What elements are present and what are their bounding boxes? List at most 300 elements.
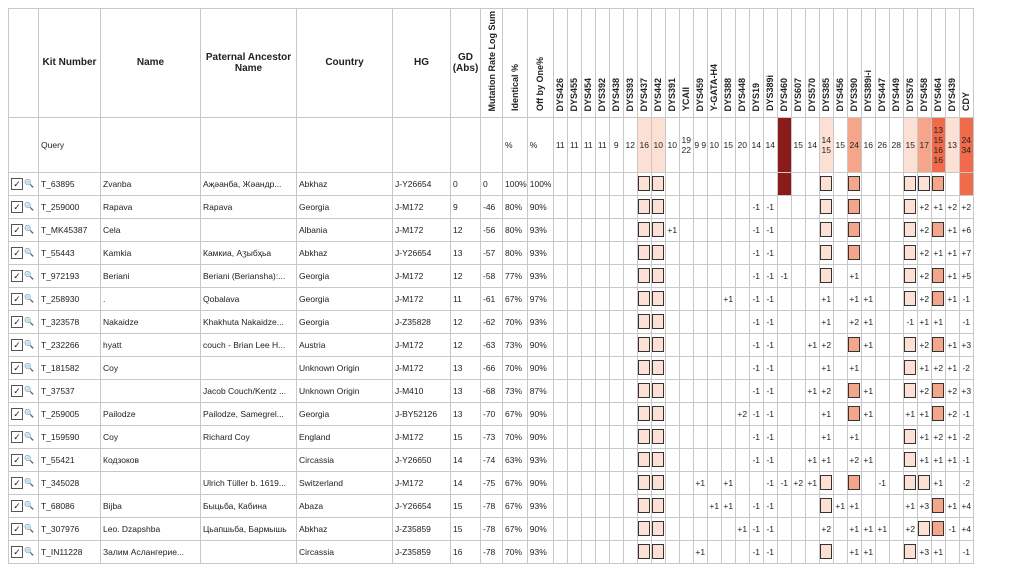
select-checkbox[interactable]: ✓ <box>11 523 23 535</box>
name-cell: Kamkia <box>101 241 201 264</box>
marker-cell: -1 <box>763 402 777 425</box>
select-checkbox[interactable]: ✓ <box>11 293 23 305</box>
marker-cell <box>609 448 623 471</box>
marker-cell <box>623 494 637 517</box>
marker-cell <box>707 471 721 494</box>
marker-cell <box>847 379 861 402</box>
marker-header-dys454[interactable]: DYS454 <box>581 9 595 118</box>
marker-cell <box>931 172 945 195</box>
marker-cell <box>637 287 651 310</box>
table-row[interactable] <box>9 218 974 241</box>
marker-header-dys455[interactable]: DYS455 <box>567 9 581 118</box>
off-by-one-header[interactable]: Off by One% <box>527 9 553 118</box>
select-checkbox[interactable]: ✓ <box>11 500 23 512</box>
marker-cell <box>721 195 735 218</box>
marker-cell <box>903 172 917 195</box>
marker-cell <box>861 218 875 241</box>
row-select-cell[interactable] <box>9 287 39 310</box>
select-checkbox[interactable]: ✓ <box>11 247 23 259</box>
query-marker-dys455: 11 <box>567 117 581 172</box>
marker-header-dys460[interactable]: DYS460 <box>777 9 791 118</box>
select-checkbox[interactable]: ✓ <box>11 477 23 489</box>
marker-cell <box>707 540 721 563</box>
offbyone-cell: 100% <box>527 172 553 195</box>
marker-cell <box>553 540 567 563</box>
marker-cell: +1 <box>861 287 875 310</box>
marker-cell <box>777 379 791 402</box>
country-header[interactable]: Country <box>297 9 393 118</box>
kit-number-cell[interactable]: T_323578 <box>39 310 101 333</box>
marker-cell <box>889 517 903 540</box>
identical-cell: 100% <box>503 172 528 195</box>
ancestor-cell <box>201 448 297 471</box>
marker-cell <box>833 448 847 471</box>
marker-cell <box>567 379 581 402</box>
query-marker-ycaii: 19 22 <box>679 117 693 172</box>
marker-cell <box>847 241 861 264</box>
marker-cell <box>735 540 749 563</box>
mutation-cell: -66 <box>481 356 503 379</box>
mutation-cell: -63 <box>481 333 503 356</box>
header-row <box>9 9 974 118</box>
marker-cell <box>889 379 903 402</box>
gd-header[interactable]: GD (Abs) <box>451 9 481 118</box>
haplogroup-cell: J-M172 <box>393 218 451 241</box>
kit-number-cell[interactable]: T_37537 <box>39 379 101 402</box>
marker-cell <box>931 333 945 356</box>
marker-cell <box>665 333 679 356</box>
select-checkbox[interactable]: ✓ <box>11 224 23 236</box>
table-row[interactable] <box>9 494 974 517</box>
marker-cell: -1 <box>763 218 777 241</box>
marker-cell: +1 <box>861 379 875 402</box>
marker-header-dys389i[interactable]: DYS389i <box>763 9 777 118</box>
marker-cell: -2 <box>959 425 973 448</box>
marker-cell <box>595 195 609 218</box>
marker-cell <box>665 356 679 379</box>
diff-swatch <box>904 544 916 559</box>
marker-cell <box>861 264 875 287</box>
marker-cell <box>805 425 819 448</box>
marker-cell: +2 <box>917 379 931 402</box>
table-row[interactable] <box>9 264 974 287</box>
marker-cell: -1 <box>749 379 763 402</box>
zoom-icon[interactable]: 🔍 <box>24 202 34 211</box>
marker-cell <box>805 287 819 310</box>
row-select-cell[interactable] <box>9 540 39 563</box>
name-cell: Nakaidze <box>101 310 201 333</box>
row-select-cell[interactable] <box>9 195 39 218</box>
marker-header-dys447[interactable]: DYS447 <box>875 9 889 118</box>
marker-cell: +1 <box>693 540 707 563</box>
kit-number-cell[interactable]: T_345028 <box>39 471 101 494</box>
marker-cell <box>791 310 805 333</box>
marker-header-dys576[interactable]: DYS576 <box>903 9 917 118</box>
marker-cell <box>819 494 833 517</box>
marker-cell <box>805 402 819 425</box>
marker-cell <box>889 310 903 333</box>
marker-cell <box>567 540 581 563</box>
kit-number-cell[interactable]: T_259000 <box>39 195 101 218</box>
zoom-icon[interactable]: 🔍 <box>24 478 34 487</box>
marker-cell: +1 <box>861 540 875 563</box>
marker-cell <box>553 402 567 425</box>
table-row[interactable] <box>9 540 974 563</box>
marker-header-dys392[interactable]: DYS392 <box>595 9 609 118</box>
diff-swatch <box>638 429 650 444</box>
offbyone-cell: 90% <box>527 517 553 540</box>
marker-header-dys390[interactable]: DYS390 <box>847 9 861 118</box>
marker-cell <box>693 172 707 195</box>
diff-swatch <box>848 406 860 421</box>
marker-cell: +2 <box>819 333 833 356</box>
kit-number-cell[interactable]: T_55443 <box>39 241 101 264</box>
marker-cell <box>707 448 721 471</box>
marker-cell <box>777 494 791 517</box>
zoom-icon[interactable]: 🔍 <box>24 248 34 257</box>
offbyone-cell: 93% <box>527 540 553 563</box>
marker-cell <box>945 172 959 195</box>
marker-cell <box>889 218 903 241</box>
diff-swatch <box>638 199 650 214</box>
marker-cell <box>721 356 735 379</box>
identical-header[interactable]: Identical % <box>503 9 528 118</box>
gd-cell: 13 <box>451 241 481 264</box>
marker-cell <box>623 356 637 379</box>
marker-cell <box>553 425 567 448</box>
marker-cell <box>875 356 889 379</box>
diff-swatch <box>820 222 832 237</box>
select-checkbox[interactable]: ✓ <box>11 316 23 328</box>
marker-header-dys459[interactable]: DYS459 <box>693 9 707 118</box>
zoom-icon[interactable]: 🔍 <box>24 432 34 441</box>
zoom-icon[interactable]: 🔍 <box>24 340 34 349</box>
marker-cell <box>721 448 735 471</box>
gd-cell: 0 <box>451 172 481 195</box>
table-row[interactable] <box>9 310 974 333</box>
select-checkbox[interactable]: ✓ <box>11 178 23 190</box>
marker-cell <box>595 287 609 310</box>
diff-swatch <box>848 222 860 237</box>
marker-cell: +2 <box>847 448 861 471</box>
marker-cell <box>847 218 861 241</box>
marker-header-dys389i-i[interactable]: DYS389i-i <box>861 9 875 118</box>
marker-cell <box>889 425 903 448</box>
gd-cell: 12 <box>451 310 481 333</box>
gd-cell: 16 <box>451 540 481 563</box>
select-checkbox[interactable]: ✓ <box>11 339 23 351</box>
marker-cell: +1 <box>707 494 721 517</box>
kit-number-cell[interactable]: T_972193 <box>39 264 101 287</box>
row-select-cell[interactable] <box>9 448 39 471</box>
kit-number-cell[interactable]: T_IN11228 <box>39 540 101 563</box>
identical-cell: 80% <box>503 218 528 241</box>
marker-cell <box>623 241 637 264</box>
marker-header-dys388[interactable]: DYS388 <box>721 9 735 118</box>
diff-swatch <box>652 176 664 191</box>
name-header[interactable]: Name <box>101 9 201 118</box>
row-select-cell[interactable] <box>9 425 39 448</box>
marker-cell: +1 <box>847 356 861 379</box>
offbyone-cell: 93% <box>527 218 553 241</box>
ancestor-cell <box>201 540 297 563</box>
marker-header-ycaii[interactable]: YCAII <box>679 9 693 118</box>
gd-cell: 9 <box>451 195 481 218</box>
table-row[interactable] <box>9 172 974 195</box>
marker-cell <box>637 195 651 218</box>
marker-cell <box>777 425 791 448</box>
marker-cell <box>721 379 735 402</box>
gd-cell: 12 <box>451 218 481 241</box>
diff-swatch <box>932 521 944 536</box>
table-row[interactable] <box>9 402 974 425</box>
name-cell: Pailodze <box>101 402 201 425</box>
kit-number-cell[interactable]: T_68086 <box>39 494 101 517</box>
kit-number-cell[interactable]: T_181582 <box>39 356 101 379</box>
diff-swatch <box>638 406 650 421</box>
zoom-icon[interactable]: 🔍 <box>24 386 34 395</box>
marker-cell <box>875 310 889 333</box>
row-select-cell[interactable] <box>9 494 39 517</box>
marker-cell: -1 <box>749 448 763 471</box>
mutation-rate-header[interactable]: Mutation Rate Log Sum <box>481 9 503 118</box>
marker-cell <box>637 425 651 448</box>
marker-cell <box>679 241 693 264</box>
marker-cell <box>553 333 567 356</box>
marker-cell: +7 <box>959 241 973 264</box>
row-select-cell[interactable] <box>9 310 39 333</box>
marker-cell <box>665 287 679 310</box>
marker-cell <box>567 356 581 379</box>
zoom-icon[interactable]: 🔍 <box>24 455 34 464</box>
marker-cell: -1 <box>763 287 777 310</box>
row-select-cell[interactable] <box>9 333 39 356</box>
country-cell: Unknown Origin <box>297 356 393 379</box>
kit-number-cell[interactable]: T_258930 <box>39 287 101 310</box>
marker-header-y-gata-h4[interactable]: Y-GATA-H4 <box>707 9 721 118</box>
marker-cell <box>581 402 595 425</box>
zoom-icon[interactable]: 🔍 <box>24 409 34 418</box>
marker-cell <box>875 241 889 264</box>
diff-swatch <box>820 498 832 513</box>
row-select-cell[interactable] <box>9 172 39 195</box>
marker-cell <box>833 471 847 494</box>
zoom-icon[interactable]: 🔍 <box>24 179 34 188</box>
marker-cell: +1 <box>931 471 945 494</box>
row-select-cell[interactable] <box>9 402 39 425</box>
select-checkbox[interactable]: ✓ <box>11 270 23 282</box>
mutation-cell: -68 <box>481 379 503 402</box>
kit-number-cell[interactable]: T_259005 <box>39 402 101 425</box>
marker-cell <box>903 448 917 471</box>
zoom-icon[interactable]: 🔍 <box>24 225 34 234</box>
diff-swatch <box>918 176 930 191</box>
marker-cell <box>637 448 651 471</box>
row-select-cell[interactable] <box>9 379 39 402</box>
table-row[interactable] <box>9 333 974 356</box>
haplogroup-cell: J-M172 <box>393 287 451 310</box>
diff-swatch <box>932 337 944 352</box>
marker-cell: -1 <box>749 356 763 379</box>
marker-cell <box>567 264 581 287</box>
marker-cell <box>847 402 861 425</box>
marker-cell <box>847 172 861 195</box>
marker-cell: -1 <box>749 218 763 241</box>
identical-cell: 70% <box>503 425 528 448</box>
marker-header-dys19[interactable]: DYS19 <box>749 9 763 118</box>
marker-header-dys456[interactable]: DYS456 <box>833 9 847 118</box>
select-checkbox[interactable]: ✓ <box>11 408 23 420</box>
select-checkbox[interactable]: ✓ <box>11 454 23 466</box>
marker-header-dys437[interactable]: DYS437 <box>637 9 651 118</box>
mutation-cell: -78 <box>481 540 503 563</box>
marker-cell <box>833 241 847 264</box>
paternal-ancestor-header[interactable]: Paternal Ancestor Name <box>201 9 297 118</box>
select-checkbox[interactable]: ✓ <box>11 546 23 558</box>
marker-header-dys393[interactable]: DYS393 <box>623 9 637 118</box>
marker-cell: +1 <box>819 402 833 425</box>
kit-number-cell[interactable]: T_307976 <box>39 517 101 540</box>
zoom-icon[interactable]: 🔍 <box>24 501 34 510</box>
select-checkbox[interactable]: ✓ <box>11 385 23 397</box>
query-marker-y-gata-h4: 10 <box>707 117 721 172</box>
marker-cell <box>679 379 693 402</box>
marker-cell <box>889 333 903 356</box>
marker-cell <box>721 402 735 425</box>
query-marker-dys456: 15 <box>833 117 847 172</box>
marker-cell <box>595 448 609 471</box>
marker-cell: +1 <box>917 448 931 471</box>
haplogroup-cell: J-M172 <box>393 471 451 494</box>
table-row[interactable] <box>9 517 974 540</box>
diff-swatch <box>904 429 916 444</box>
country-cell: England <box>297 425 393 448</box>
identical-cell: 77% <box>503 264 528 287</box>
marker-cell <box>693 356 707 379</box>
table-row[interactable] <box>9 448 974 471</box>
marker-header-cdy[interactable]: CDY <box>959 9 973 118</box>
row-select-cell[interactable] <box>9 218 39 241</box>
marker-cell <box>777 287 791 310</box>
marker-cell <box>735 264 749 287</box>
ancestor-cell: Ulrich Tüller b. 1619... <box>201 471 297 494</box>
marker-cell: +3 <box>917 494 931 517</box>
marker-header-dys464[interactable]: DYS464 <box>931 9 945 118</box>
select-checkbox[interactable]: ✓ <box>11 201 23 213</box>
query-marker-dys459: 9 9 <box>693 117 707 172</box>
marker-cell <box>889 540 903 563</box>
marker-header-dys448[interactable]: DYS448 <box>735 9 749 118</box>
marker-cell <box>651 195 665 218</box>
name-cell: Кодзоков <box>101 448 201 471</box>
query-select-cell <box>9 117 39 172</box>
kit-number-cell[interactable]: T_63895 <box>39 172 101 195</box>
offbyone-cell: 97% <box>527 287 553 310</box>
kit-number-cell[interactable]: T_55421 <box>39 448 101 471</box>
zoom-icon[interactable]: 🔍 <box>24 363 34 372</box>
table-row[interactable] <box>9 287 974 310</box>
haplogroup-cell: J-Z35859 <box>393 517 451 540</box>
zoom-icon[interactable]: 🔍 <box>24 317 34 326</box>
gd-cell: 15 <box>451 425 481 448</box>
marker-cell <box>903 425 917 448</box>
marker-header-dys438[interactable]: DYS438 <box>609 9 623 118</box>
table-row[interactable] <box>9 471 974 494</box>
marker-cell <box>651 218 665 241</box>
haplogroup-cell: J-Z35859 <box>393 540 451 563</box>
row-select-cell[interactable] <box>9 264 39 287</box>
row-select-cell[interactable] <box>9 517 39 540</box>
marker-cell: +1 <box>847 517 861 540</box>
kit-number-header[interactable]: Kit Number <box>39 9 101 118</box>
marker-cell <box>693 425 707 448</box>
table-row[interactable] <box>9 379 974 402</box>
query-empty-cell <box>201 117 297 172</box>
marker-header-dys570[interactable]: DYS570 <box>805 9 819 118</box>
kit-number-cell[interactable]: T_232266 <box>39 333 101 356</box>
table-row[interactable] <box>9 356 974 379</box>
select-checkbox[interactable]: ✓ <box>11 431 23 443</box>
marker-cell <box>679 287 693 310</box>
query-empty-cell <box>297 117 393 172</box>
marker-header-dys607[interactable]: DYS607 <box>791 9 805 118</box>
table-row[interactable] <box>9 195 974 218</box>
ancestor-cell: couch - Brian Lee H... <box>201 333 297 356</box>
marker-cell <box>721 218 735 241</box>
marker-cell: +1 <box>861 517 875 540</box>
marker-cell <box>721 333 735 356</box>
marker-cell: -1 <box>763 517 777 540</box>
marker-cell <box>567 448 581 471</box>
mutation-cell: -74 <box>481 448 503 471</box>
marker-cell: +1 <box>931 448 945 471</box>
name-cell: Beriani <box>101 264 201 287</box>
row-select-cell[interactable] <box>9 471 39 494</box>
row-select-cell[interactable] <box>9 356 39 379</box>
marker-cell: +3 <box>959 333 973 356</box>
marker-cell <box>609 356 623 379</box>
query-empty-cell <box>393 117 451 172</box>
table-row[interactable] <box>9 425 974 448</box>
marker-cell: +2 <box>917 241 931 264</box>
marker-cell <box>721 264 735 287</box>
kit-number-cell[interactable]: T_MK45387 <box>39 218 101 241</box>
marker-header-dys391[interactable]: DYS391 <box>665 9 679 118</box>
zoom-icon[interactable]: 🔍 <box>24 294 34 303</box>
marker-header-dys385[interactable]: DYS385 <box>819 9 833 118</box>
marker-cell: +1 <box>819 425 833 448</box>
marker-cell: +1 <box>945 218 959 241</box>
marker-header-dys449[interactable]: DYS449 <box>889 9 903 118</box>
marker-cell <box>735 218 749 241</box>
query-marker-dys390: 24 <box>847 117 861 172</box>
select-checkbox[interactable]: ✓ <box>11 362 23 374</box>
mutation-cell: -56 <box>481 218 503 241</box>
table-row[interactable] <box>9 241 974 264</box>
kit-number-cell[interactable]: T_159590 <box>39 425 101 448</box>
marker-header-dys426[interactable]: DYS426 <box>553 9 567 118</box>
haplogroup-header[interactable]: HG <box>393 9 451 118</box>
zoom-icon[interactable]: 🔍 <box>24 524 34 533</box>
zoom-icon[interactable]: 🔍 <box>24 547 34 556</box>
marker-header-dys439[interactable]: DYS439 <box>945 9 959 118</box>
marker-header-dys442[interactable]: DYS442 <box>651 9 665 118</box>
marker-header-dys458[interactable]: DYS458 <box>917 9 931 118</box>
marker-cell: +1 <box>903 402 917 425</box>
zoom-icon[interactable]: 🔍 <box>24 271 34 280</box>
marker-cell: +2 <box>791 471 805 494</box>
row-select-cell[interactable] <box>9 241 39 264</box>
